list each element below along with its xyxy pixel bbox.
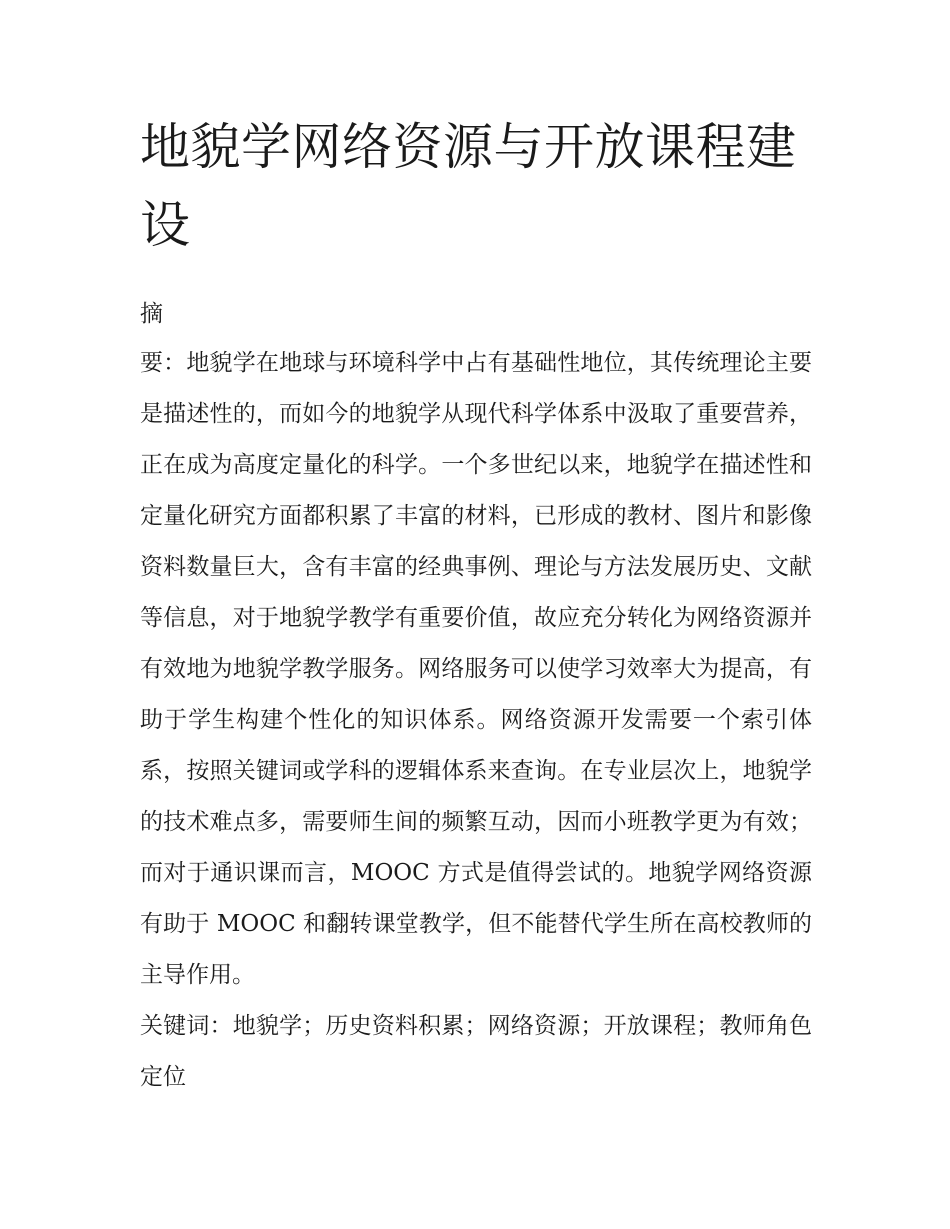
abstract-text: 要：地貌学在地球与环境科学中占有基础性地位，其传统理论主要是描述性的，而如今的地貌学从现代科学体系中汲取了重要营养，正在成为高度定量化的科学。一个多世纪以来，地貌学在描述性和定量化研究方面都积累了丰富的材料，已形成的教材、图片和影像资料数量巨大，含有丰富的经典事例、理论与方法发展历史、文献等信息，对于地貌学教学有重要价值，故应充分转化为网络资源并有效地为地貌学教学服务。网络服务可以使学习效率大为提高，有助于学生构建个性化的知识体系。网络资源开发需要一个索引体系，按照关键词或学科的逻辑体系来查询。在专业层次上，地貌学的技术难点多，需要师生间的频繁互动，因而小班教学更为有效；而对于通识课而言，MOOC 方式是值得尝试的。地貌学网络资源有助于 MOOC 和翻转课堂教学，但不能替代学生所在高校教师的主导作用。 — [140, 350, 812, 988]
document-page — [140, 108, 812, 1126]
document-title: 地貌学网络资源与开放课程建设 — [140, 118, 797, 254]
keywords-line: 关键词：地貌学；历史资料积累；网络资源；开放课程；教师角色定位 — [140, 1013, 812, 1090]
abstract-heading: 摘 — [140, 301, 163, 327]
